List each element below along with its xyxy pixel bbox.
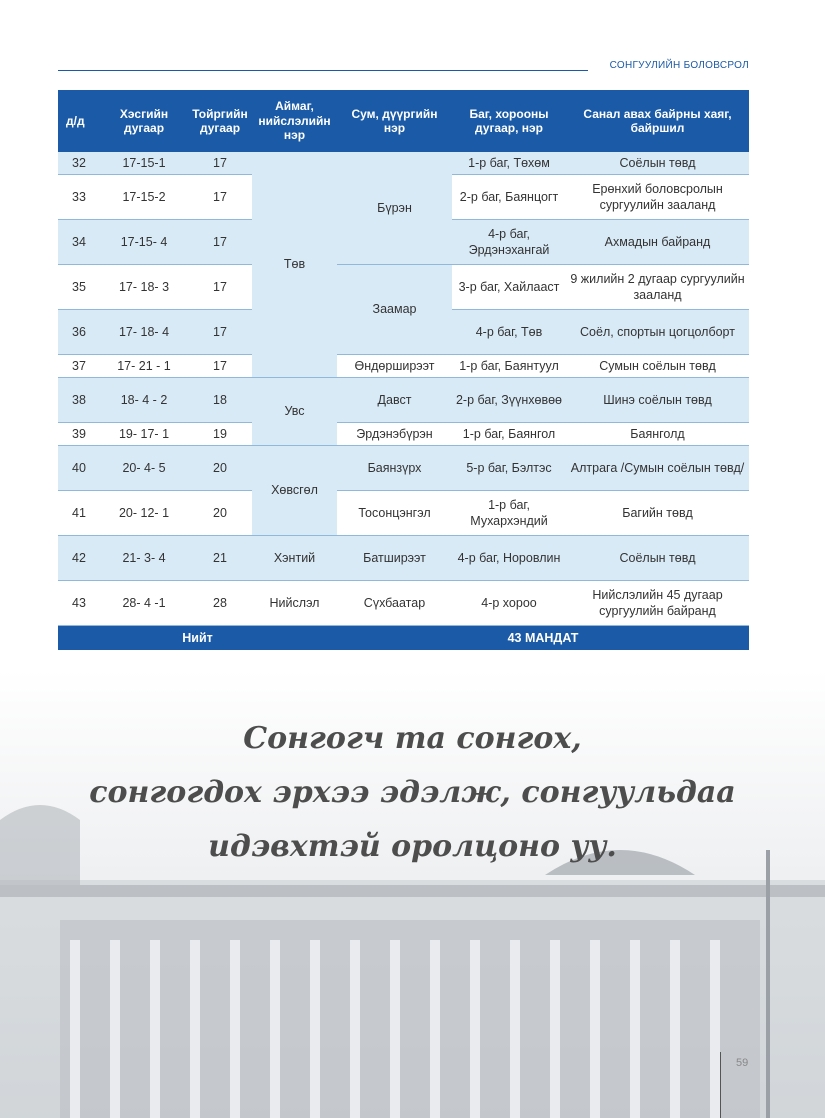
row-place: Багийн төвд — [566, 491, 749, 536]
row-place: Ерөнхий боловсролын сургуулийн зааланд — [566, 175, 749, 220]
table-row — [58, 581, 749, 626]
row-section: 17- 18- 4 — [100, 310, 188, 355]
row-no: 34 — [58, 220, 100, 265]
row-district: 28 — [188, 581, 252, 626]
row-no: 36 — [58, 310, 100, 355]
row-bag: 3-р баг, Хайлааст — [452, 265, 566, 310]
row-bag: 1-р баг, Баянтуул — [452, 355, 566, 378]
row-no: 39 — [58, 423, 100, 446]
row-district: 17 — [188, 265, 252, 310]
row-bag: 1-р баг, Мухархэндий — [452, 491, 566, 536]
col-header-no: д/д — [58, 90, 100, 152]
col-header-bag: Баг, хорооны дугаар, нэр — [452, 90, 566, 152]
table-row — [58, 491, 749, 536]
row-section: 17- 18- 3 — [100, 265, 188, 310]
soum-cell: Эрдэнэбүрэн — [337, 423, 452, 446]
row-district: 17 — [188, 152, 252, 175]
col-header-place: Санал авах байрны хаяг, байршил — [566, 90, 749, 152]
row-place: Шинэ соёлын төвд — [566, 378, 749, 423]
slogan-line: Сонгогч та сонгох, — [243, 721, 582, 756]
row-no: 38 — [58, 378, 100, 423]
row-bag: 4-р баг, Норовлин — [452, 536, 566, 581]
row-bag: 4-р баг, Эрдэнэхангай — [452, 220, 566, 265]
row-no: 43 — [58, 581, 100, 626]
row-bag: 2-р баг, Зүүнхөвөө — [452, 378, 566, 423]
row-section: 20- 12- 1 — [100, 491, 188, 536]
table-row — [58, 536, 749, 581]
row-section: 21- 3- 4 — [100, 536, 188, 581]
page-number-rule — [720, 1052, 721, 1118]
soum-cell: Давст — [337, 378, 452, 423]
row-bag: 5-р баг, Бэлтэс — [452, 446, 566, 491]
row-section: 17- 21 - 1 — [100, 355, 188, 378]
header-rule — [58, 70, 588, 71]
table-row — [58, 265, 749, 310]
row-no: 33 — [58, 175, 100, 220]
table-row — [58, 446, 749, 491]
table-header-row — [58, 90, 749, 152]
aimag-cell: Хэнтий — [252, 536, 337, 581]
row-bag: 2-р баг, Баянцогт — [452, 175, 566, 220]
aimag-cell: Нийслэл — [252, 581, 337, 626]
col-header-district: Тойргийн дугаар — [188, 90, 252, 152]
row-place: Баянголд — [566, 423, 749, 446]
row-place: Соёл, спортын цогцолборт — [566, 310, 749, 355]
col-header-section: Хэсгийн дугаар — [100, 90, 188, 152]
row-place: 9 жилийн 2 дугаар сургуулийн зааланд — [566, 265, 749, 310]
soum-cell: Тосонцэнгэл — [337, 491, 452, 536]
col-header-soum: Сум, дүүргийн нэр — [337, 90, 452, 152]
row-district: 17 — [188, 355, 252, 378]
row-district: 17 — [188, 310, 252, 355]
row-place: Ахмадын байранд — [566, 220, 749, 265]
soum-cell: Өндөрширээт — [337, 355, 452, 378]
row-section: 19- 17- 1 — [100, 423, 188, 446]
row-no: 32 — [58, 152, 100, 175]
table-row — [58, 423, 749, 446]
row-section: 20- 4- 5 — [100, 446, 188, 491]
row-place: Нийслэлийн 45 дугаар сургуулийн байранд — [566, 581, 749, 626]
row-district: 20 — [188, 491, 252, 536]
row-district: 19 — [188, 423, 252, 446]
row-district: 17 — [188, 220, 252, 265]
row-district: 20 — [188, 446, 252, 491]
row-place: Соёлын төвд — [566, 152, 749, 175]
aimag-cell: Хөвсгөл — [252, 446, 337, 536]
row-place: Соёлын төвд — [566, 536, 749, 581]
page-number: 59 — [736, 1057, 749, 1069]
polling-stations-table — [58, 90, 749, 650]
row-district: 21 — [188, 536, 252, 581]
soum-cell: Батширээт — [337, 536, 452, 581]
running-header: СОНГУУЛИЙН БОЛОВСРОЛ — [609, 60, 749, 71]
soum-cell: Сүхбаатар — [337, 581, 452, 626]
slogan-line: сонгогдох эрхээ эдэлж, сонгуульдаа — [89, 775, 736, 810]
soum-cell: Заамар — [337, 265, 452, 355]
row-no: 37 — [58, 355, 100, 378]
row-no: 40 — [58, 446, 100, 491]
slogan — [0, 712, 825, 874]
row-bag: 1-р баг, Баянгол — [452, 423, 566, 446]
row-place: Сумын соёлын төвд — [566, 355, 749, 378]
aimag-cell: Увс — [252, 378, 337, 446]
row-no: 42 — [58, 536, 100, 581]
row-bag: 4-р хороо — [452, 581, 566, 626]
row-bag: 1-р баг, Төхөм — [452, 152, 566, 175]
row-section: 17-15-1 — [100, 152, 188, 175]
row-bag: 4-р баг, Төв — [452, 310, 566, 355]
row-section: 18- 4 - 2 — [100, 378, 188, 423]
total-value: 43 МАНДАТ — [337, 626, 749, 651]
col-header-aimag: Аймаг, нийслэлийн нэр — [252, 90, 337, 152]
table-row — [58, 152, 749, 175]
row-section: 17-15- 4 — [100, 220, 188, 265]
total-label: Нийт — [58, 626, 337, 651]
soum-cell: Баянзүрх — [337, 446, 452, 491]
row-section: 17-15-2 — [100, 175, 188, 220]
table-total-row — [58, 626, 749, 651]
row-no: 35 — [58, 265, 100, 310]
table-row — [58, 355, 749, 378]
row-district: 17 — [188, 175, 252, 220]
table-row — [58, 378, 749, 423]
row-section: 28- 4 -1 — [100, 581, 188, 626]
row-no: 41 — [58, 491, 100, 536]
row-place: Алтрага /Сумын соёлын төвд/ — [566, 446, 749, 491]
soum-cell: Бүрэн — [337, 152, 452, 265]
aimag-cell: Төв — [252, 152, 337, 378]
row-district: 18 — [188, 378, 252, 423]
slogan-line: идэвхтэй оролцоно уу. — [208, 829, 617, 864]
